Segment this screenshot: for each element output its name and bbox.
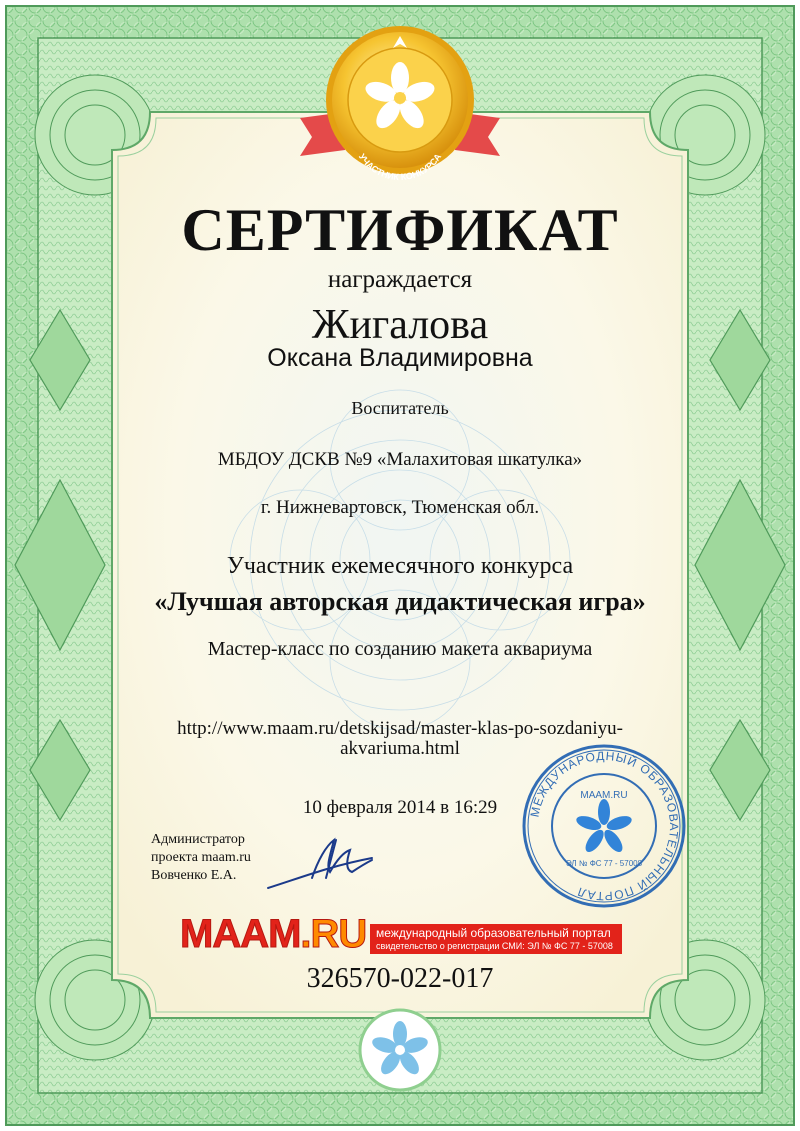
contest-line: Участник ежемесячного конкурса: [226, 553, 574, 579]
logo-registration: свидетельство о регистрации СМИ: ЭЛ № ФС 77 - 57008: [376, 941, 613, 951]
admin-line-1: Администратор: [151, 832, 245, 847]
stamp-inner-bottom: ЭЛ № ФС 77 - 57008: [565, 859, 643, 868]
logo-brand-suffix: .RU: [300, 912, 367, 956]
work-url-line-1: http://www.maam.ru/detskijsad/master-klas-po-sozdaniyu-: [177, 718, 623, 739]
admin-line-2: проекта maam.ru: [151, 850, 251, 865]
recipient-surname: Жигалова: [311, 302, 489, 348]
medal-label: УЧАСТНИК КОНКУРСА: [356, 151, 444, 183]
recipient-position: Воспитатель: [351, 398, 449, 418]
recipient-city: г. Нижневартовск, Тюменская обл.: [260, 497, 540, 518]
administrator-block: [151, 831, 251, 885]
logo-brand-main: MAAM: [180, 912, 301, 956]
maam-logo: [180, 912, 630, 958]
bottom-emblem: [360, 1010, 440, 1090]
certificate-title: СЕРТИФИКАТ: [181, 197, 619, 263]
issue-date: 10 февраля 2014 в 16:29: [302, 797, 498, 818]
logo-tagline: международный образовательный портал: [376, 926, 611, 940]
logo-tagline-box: [370, 924, 622, 954]
stamp-inner-top: MAAM.RU: [580, 790, 628, 801]
work-title: Мастер-класс по созданию макета аквариума: [207, 638, 593, 660]
work-url-line-2: akvariuma.html: [340, 738, 460, 759]
recipient-given-names: Оксана Владимировна: [267, 344, 533, 372]
recipient-organization: МБДОУ ДСКВ №9 «Малахитовая шкатулка»: [217, 449, 583, 470]
contest-name: «Лучшая авторская дидактическая игра»: [154, 587, 646, 616]
logo-wordmark: [180, 912, 366, 957]
admin-line-3: Вовченко Е.А.: [151, 868, 237, 883]
serial-number: 326570-022-017: [306, 963, 494, 994]
awarded-label: награждается: [327, 266, 473, 293]
stamp-outer-text: МЕЖДУНАРОДНЫЙ ОБРАЗОВАТЕЛЬНЫЙ ПОРТАЛ: [527, 748, 682, 904]
